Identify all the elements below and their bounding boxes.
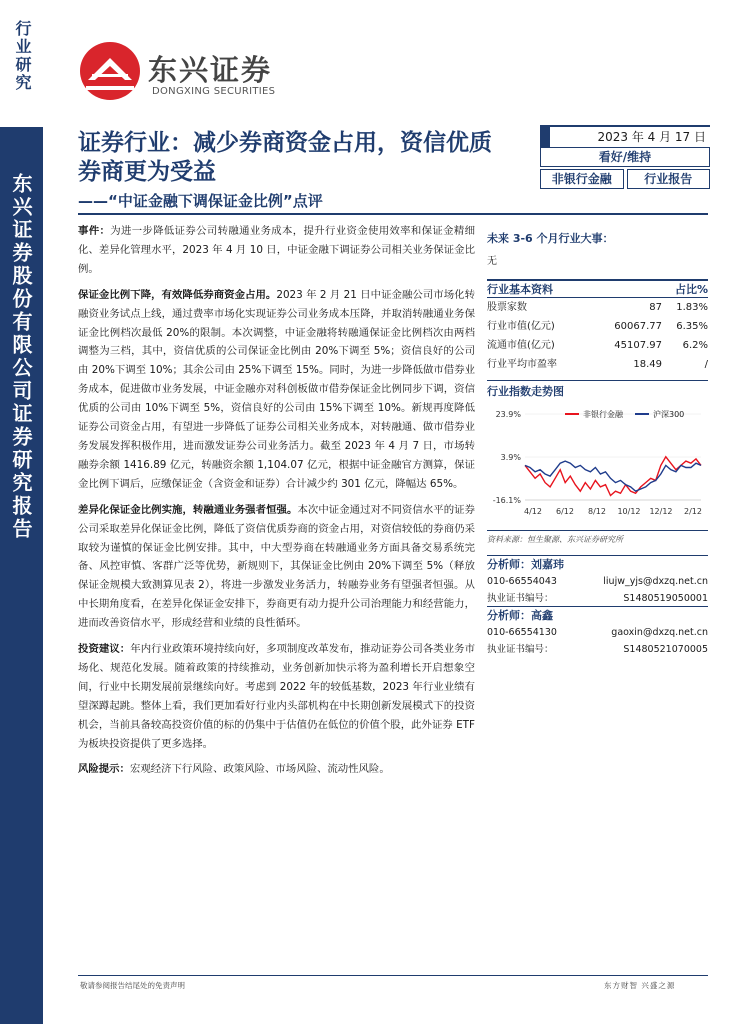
- footer-disclaimer[interactable]: 敬请参阅报告结尾处的免责声明: [80, 981, 185, 990]
- analyst-name: 分析师：刘嘉玮: [487, 555, 708, 573]
- analyst-block: [487, 606, 708, 658]
- x-tick-label: 6/12: [556, 507, 574, 516]
- analyst-phone: 010-66554130: [487, 627, 557, 638]
- analyst-cert-row: [487, 590, 708, 607]
- trend-title: 行业指数走势图: [487, 380, 708, 397]
- paragraph-label: 差异化保证金比例实施，转融通业务强者恒强。: [78, 503, 298, 516]
- cert-label: 执业证书编号：: [487, 593, 554, 604]
- header-divider: [78, 213, 708, 215]
- row-pct: 6.35%: [676, 321, 708, 332]
- x-tick-label: 10/12: [617, 507, 641, 516]
- report-subtitle: ——“中证金融下调保证金比例”点评: [78, 192, 323, 210]
- paragraph-text: 宏观经济下行风险、政策风险、市场风险、流动性风险。: [129, 763, 390, 776]
- analyst-email[interactable]: liujw_yjs@dxzq.net.cn: [603, 576, 708, 587]
- row-label: 行业市值(亿元): [487, 321, 555, 332]
- cert-number: S1480519050001: [623, 593, 708, 604]
- row-value: 18.49: [633, 359, 662, 370]
- paragraph-investment: [78, 640, 475, 753]
- series-line-1: [525, 461, 701, 491]
- paragraph-text: 本次中证金通过对不同资信水平的证券公司采取差异化保证金比例，降低了资信优质券商的资金占用，对资信较低的券商仍采取较为谨慎的保证金比例安排。其中，中大型券商在转融通业务方面具备交易系统完备、风控审慎、客群广泛等优势，新规则下，其保证金比例由 20%下调至 5%（释放保证金规模大致测算见表 2），将进一步激发业务活力，转融券业务有望强者恒强。从中长期角度看，在差异化保证金安排下，券商更有动力提升公司治理能力和经营能力，进而改善资信水平，形成经营和业绩的良性循环。: [78, 503, 476, 630]
- paragraph-label: 事件：: [78, 225, 111, 237]
- index-trend-chart: [487, 400, 708, 525]
- paragraph-label: 风险提示：: [78, 763, 130, 776]
- firm-report-label: 东兴证券股份有限公司证券研究报告: [9, 173, 33, 541]
- tag-row: [540, 169, 710, 189]
- paragraph-differentiated: [78, 501, 475, 633]
- cert-number: S1480521070005: [623, 644, 708, 655]
- right-column: [487, 222, 708, 397]
- chart-svg: [487, 400, 708, 525]
- row-value: 60067.77: [614, 321, 662, 332]
- analyst-name: 分析师：高鑫: [487, 606, 708, 624]
- paragraph-text: 年内行业政策环境持续向好，多项制度改革发布，推动证券公司各类业务市场化、规范化发展。随着政策的持续推动，业务创新加快示将为盈利增长开启想象空间，行业中长期发展前景继续向好。考虑到 2022 年的较低基数，2023 年行业业绩有望深蹲起跳。整体上看，我们更加看好行业内头部机构在中长期创新发展模式下的投资机会，当前具备较高投资价值的标的仍集中于估值仍在低位的价值个股，此外证券 ETF 为板块投资提供了更多选择。: [78, 643, 476, 750]
- report-body: [78, 222, 475, 786]
- company-logo: [78, 40, 278, 102]
- footer-divider: [78, 975, 708, 976]
- analyst-email[interactable]: gaoxin@dxzq.net.cn: [611, 627, 708, 638]
- table-row: [487, 355, 708, 374]
- report-title: 证券行业：减少券商资金占用，资信优质券商更为受益: [78, 129, 492, 185]
- x-tick-label: 2/12: [684, 507, 702, 516]
- row-pct: /: [704, 359, 708, 370]
- basics-table-header: [487, 279, 708, 298]
- date-rating-box: [540, 125, 710, 189]
- row-pct: 6.2%: [682, 340, 708, 351]
- events-text: 无: [487, 256, 497, 267]
- report-category: 行业研究: [13, 20, 32, 92]
- analyst-block: [487, 555, 708, 607]
- legend-label: 沪深300: [653, 410, 685, 419]
- paragraph-text: 2023 年 2 月 21 日中证金融公司市场化转融资业务试点上线，通过费率市场化实现证券公司业务成本压降，并取消转融通业务保证金比例档次最低 20%的限制。本次调整，中证金融将转融通保证金比例档次由两档调整为三档，其中，资信优质的公司保证金比例由 20%下调至 5%；资信良好的公司由 20%下调至 10%；其余公司由 25%下调至 15%。同时，为进一步降低做市借券业务成本，促进做市业务发展，中证金融亦对科创板做市借券保证金比例同步下调，资信优质的公司由 10%下调至 5%，资信良好的公司由 15%下调至 10%。新规再度降低证券公司资金占用，有望进一步降低了证券公司相关业务成本，对转融通、做市借券业务发展发挥积极作用，进而激发证券公司业务活力。截至 2023 年 4 月 7 日，市场转融券余额 1416.89 亿元，转融资余额 1,104.07 亿元，根据中证金融官方测算，保证金比例下调后，应缴保证金（含资金和证券）合计减少约 301 亿元，降幅达 65%。: [78, 288, 475, 490]
- paragraph-label: 投资建议：: [78, 643, 131, 656]
- paragraph-margin-ratio: [78, 286, 475, 494]
- table-row: [487, 336, 708, 355]
- analyst-cert-row: [487, 641, 708, 658]
- sidebar-main: [0, 127, 43, 1024]
- x-tick-label: 8/12: [588, 507, 606, 516]
- legend-label: 非银行金融: [583, 410, 623, 419]
- y-tick-label: -16.1%: [492, 496, 521, 505]
- row-label: 股票家数: [487, 302, 527, 313]
- y-tick-label: 23.9%: [495, 410, 521, 419]
- analyst-phone: 010-66554043: [487, 576, 557, 587]
- cert-label: 执业证书编号：: [487, 644, 554, 655]
- row-label: 行业平均市盈率: [487, 359, 557, 370]
- rating-label: 看好/维持: [540, 147, 710, 167]
- row-label: 流通市值(亿元): [487, 340, 555, 351]
- series-line-0: [525, 457, 701, 496]
- logo-name-cn: 东兴证券: [148, 53, 273, 87]
- footer-slogan: 东方财智 兴盛之源: [604, 981, 676, 990]
- report-type-tag: 行业报告: [627, 169, 711, 189]
- analyst-contact-row: [487, 624, 708, 641]
- logo-mark-icon: [78, 40, 142, 102]
- x-tick-label: 12/12: [649, 507, 673, 516]
- report-date: 2023 年 4 月 17 日: [540, 125, 710, 147]
- events-title: 未来 3-6 个月行业大事：: [487, 232, 614, 245]
- table-row: [487, 298, 708, 317]
- sidebar-top: [0, 0, 43, 127]
- paragraph-event: [78, 222, 475, 279]
- x-tick-label: 4/12: [524, 507, 542, 516]
- row-value: 87: [649, 302, 662, 313]
- analyst-contact-row: [487, 573, 708, 590]
- paragraph-label: 保证金比例下降，有效降低券商资金占用。: [78, 288, 277, 301]
- row-value: 45107.97: [614, 340, 662, 351]
- logo-name-en: DONGXING SECURITIES: [152, 86, 276, 97]
- y-tick-label: 3.9%: [500, 453, 521, 462]
- basics-column-label: 占比%: [674, 283, 708, 296]
- paragraph-risk: [78, 760, 475, 779]
- chart-source: 资料来源：恒生聚源、东兴证券研究所: [487, 530, 708, 545]
- sector-tag: 非银行金融: [540, 169, 624, 189]
- table-row: [487, 317, 708, 336]
- paragraph-text: 为进一步降低证券公司转融通业务成本，提升行业资金使用效率和保证金精细化、差异化管理水平，2023 年 4 月 10 日，中证金融下调证券公司相关业务保证金比例。: [78, 225, 475, 275]
- row-pct: 1.83%: [676, 302, 708, 313]
- basics-title: 行业基本资料: [487, 283, 553, 296]
